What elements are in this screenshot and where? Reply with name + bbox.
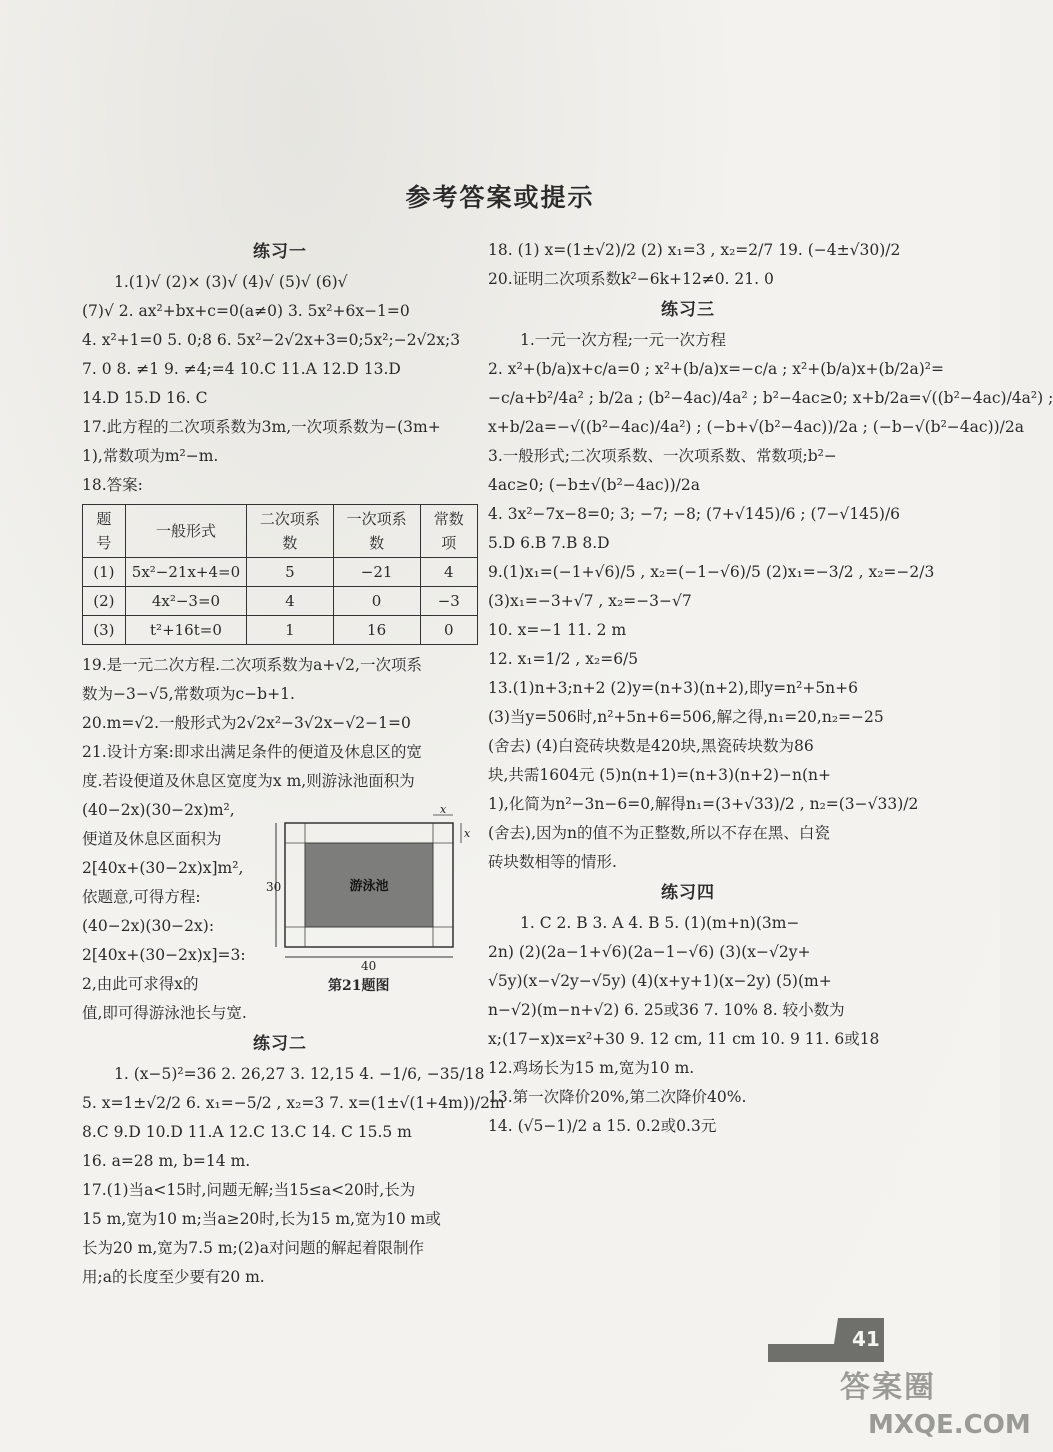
answer-line: 20.证明二次项系数k²−6k+12≠0. 21. 0 [488,270,774,288]
answer-line: 5. x=1±√2/2 6. x₁=−5/2 , x₂=3 7. x=(1±√(1+4m))/2m [82,1094,505,1112]
answer-line: 便道及休息区面积为 [82,830,222,848]
table-cell: 4 [247,587,333,616]
answer-line: x+b/2a=−√((b²−4ac)/4a²) ; (−b+√(b²−4ac))/2a ; (−b−√(b²−4ac))/2a [488,418,1024,436]
answer-line: 块,共需1604元 (5)n(n+1)=(n+3)(n+2)−n(n+ [488,766,831,784]
answer-line: 1. C 2. B 3. A 4. B 5. (1)(m+n)(3m− [520,914,800,932]
answer-line: 2[40x+(30−2x)x]m², [82,859,244,877]
answer-line: n−√2)(m−n+√2) 6. 25或36 7. 10% 8. 较小数为 [488,1001,845,1019]
table-header-cell: 题号 [83,505,126,558]
height-label: 30 [266,880,282,894]
answer-line: 17.(1)当a<15时,问题无解;当15≤a<20时,长为 [82,1181,416,1199]
answer-line: (3)当y=506时,n²+5n+6=506,解之得,n₁=20,n₂=−25 [488,708,884,726]
table-row [83,616,478,645]
figure-caption: 第21题图 [328,978,390,994]
answer-line: 13.第一次降价20%,第二次降价40%. [488,1088,747,1106]
answer-line: (40−2x)(30−2x)m², [82,801,235,819]
answer-line: 18.答案: [82,476,143,494]
table-header-cell: 二次项系数 [247,505,333,558]
table-row [83,558,478,587]
answer-line: 19.是一元二次方程.二次项系数为a+√2,一次项系 [82,656,422,674]
table-cell: 1 [247,616,333,645]
answer-line: 2[40x+(30−2x)x]=3: [82,946,246,964]
table-cell: 0 [420,616,477,645]
table-cell: 16 [333,616,420,645]
answer-line: 1. (x−5)²=36 2. 26,27 3. 12,15 4. −1/6, −35/18 [114,1065,485,1083]
answer-line: (舍去) (4)白瓷砖块数是420块,黑瓷砖块数为86 [488,737,814,755]
table-cell: 4x²−3=0 [125,587,246,616]
table-header-row [83,505,478,558]
page-number: 41 [852,1327,880,1351]
answer-line: 20.m=√2.一般形式为2√2x²−3√2x−√2−1=0 [82,714,411,732]
page-title: 参考答案或提示 [405,183,595,212]
answer-line: 1),化简为n²−3n−6=0,解得n₁=(3+√33)/2 , n₂=(3−√33)/2 [488,795,919,813]
answer-line: 7. 0 8. ≠1 9. ≠4;=4 10.C 11.A 12.D 13.D [82,360,401,378]
answer-line: 17.此方程的二次项系数为3m,一次项系数为−(3m+ [82,418,441,436]
answer-line: 1.一元一次方程;一元一次方程 [520,331,727,349]
answer-line: 2n) (2)(2a−1+√6)(2a−1−√6) (3)(x−√2y+ [488,943,811,961]
answer-line: (40−2x)(30−2x): [82,917,215,935]
table-cell: 5 [247,558,333,587]
answer-line: √5y)(x−√2y−√5y) (4)(x+y+1)(x−2y) (5)(m+ [488,972,832,990]
table-cell: 4 [420,558,477,587]
section-heading: 练习四 [661,883,715,903]
table-header-cell: 一般形式 [125,505,246,558]
answer-line: 14.D 15.D 16. C [82,389,208,407]
answer-line: (7)√ 2. ax²+bx+c=0(a≠0) 3. 5x²+6x−1=0 [82,302,410,320]
table-cell: −21 [333,558,420,587]
x-label-top: x [440,803,447,816]
answer-line: 18. (1) x=(1±√2)/2 (2) x₁=3 , x₂=2/7 19. (−4±√30)/2 [488,241,901,259]
answer-line: 4. 3x²−7x−8=0; 3; −7; −8; (7+√145)/6 ; (7−√145)/6 [488,505,901,523]
answer-table [82,504,478,645]
right-answers [488,236,1053,1141]
answer-line: x;(17−x)x=x²+30 9. 12 cm, 11 cm 10. 9 11. 6或18 [488,1030,880,1048]
section-heading: 练习二 [253,1034,307,1054]
answer-line: 2,由此可求得x的 [82,975,199,993]
watermark-logo: 答案圈 [840,1370,936,1405]
left-column [82,236,505,1292]
table-body [83,558,478,645]
answer-line: 14. (√5−1)/2 a 15. 0.2或0.3元 [488,1117,717,1135]
section-heading: 练习三 [661,300,715,320]
pool-diagram [268,805,474,995]
answer-line: (舍去),因为n的值不为正整数,所以不存在黑、白瓷 [488,824,830,842]
answer-line: 12.鸡场长为15 m,宽为10 m. [488,1059,695,1077]
answer-line: −c/a+b²/4a² ; b/2a ; (b²−4ac)/4a² ; b²−4ac≥0; x+b/2a=√((b²−4ac)/4a²) ; [488,389,1053,407]
answer-line: 1.(1)√ (2)× (3)√ (4)√ (5)√ (6)√ [114,273,348,291]
answer-line: 2. x²+(b/a)x+c/a=0 ; x²+(b/a)x=−c/a ; x²+(b/a)x+(b/2a)²= [488,360,944,378]
answer-line: 值,即可得游泳池长与宽. [82,1004,247,1022]
answer-line: 1),常数项为m²−m. [82,447,219,465]
answer-line: 砖块数相等的情形. [488,853,617,871]
answer-line: 依题意,可得方程: [82,888,201,906]
answer-line: 21.设计方案:即求出满足条件的便道及休息区的宽 [82,743,422,761]
answer-line: 用;a的长度至少要有20 m. [82,1268,265,1286]
table-cell: 0 [333,587,420,616]
answer-line: 9.(1)x₁=(−1+√6)/5 , x₂=(−1−√6)/5 (2)x₁=−3/2 , x₂=−2/3 [488,563,935,581]
table-cell: (1) [83,558,126,587]
answer-line: 8.C 9.D 10.D 11.A 12.C 13.C 14. C 15.5 m [82,1123,412,1141]
watermark-url: MXQE.COM [868,1410,1031,1440]
right-column [488,236,1053,1141]
answer-line: 12. x₁=1/2 , x₂=6/5 [488,650,639,668]
x-label-right: x [464,827,471,840]
answer-line: 4. x²+1=0 5. 0;8 6. 5x²−2√2x+3=0;5x²;−2√2x;3 [82,331,461,349]
answer-line: 13.(1)n+3;n+2 (2)y=(n+3)(n+2),即y=n²+5n+6 [488,679,859,697]
answer-line: 5.D 6.B 7.B 8.D [488,534,610,552]
answer-line: 10. x=−1 11. 2 m [488,621,627,639]
table-cell: 5x²−21x+4=0 [125,558,246,587]
answer-line: 16. a=28 m, b=14 m. [82,1152,251,1170]
table-row [83,587,478,616]
answer-line: 度.若设便道及休息区宽度为x m,则游泳池面积为 [82,772,415,790]
answer-line: 3.一般形式;二次项系数、一次项系数、常数项;b²− [488,447,837,465]
answer-line: 4ac≥0; (−b±√(b²−4ac))/2a [488,476,700,494]
section-heading: 练习一 [253,242,307,262]
width-label: 40 [361,959,377,973]
table-cell: −3 [420,587,477,616]
table-header-cell: 一次项系数 [333,505,420,558]
answer-line: 数为−3−√5,常数项为c−b+1. [82,685,295,703]
answer-line: 长为20 m,宽为7.5 m;(2)a对问题的解起着限制作 [82,1239,424,1257]
table-header-cell: 常数项 [420,505,477,558]
pool-label: 游泳池 [349,879,389,894]
answer-line: (3)x₁=−3+√7 , x₂=−3−√7 [488,592,692,610]
answer-line: 15 m,宽为10 m;当a≥20时,长为15 m,宽为10 m或 [82,1210,441,1228]
left-answers-part1 [82,236,478,500]
table-cell: (2) [83,587,126,616]
table-cell: t²+16t=0 [125,616,246,645]
table-cell: (3) [83,616,126,645]
